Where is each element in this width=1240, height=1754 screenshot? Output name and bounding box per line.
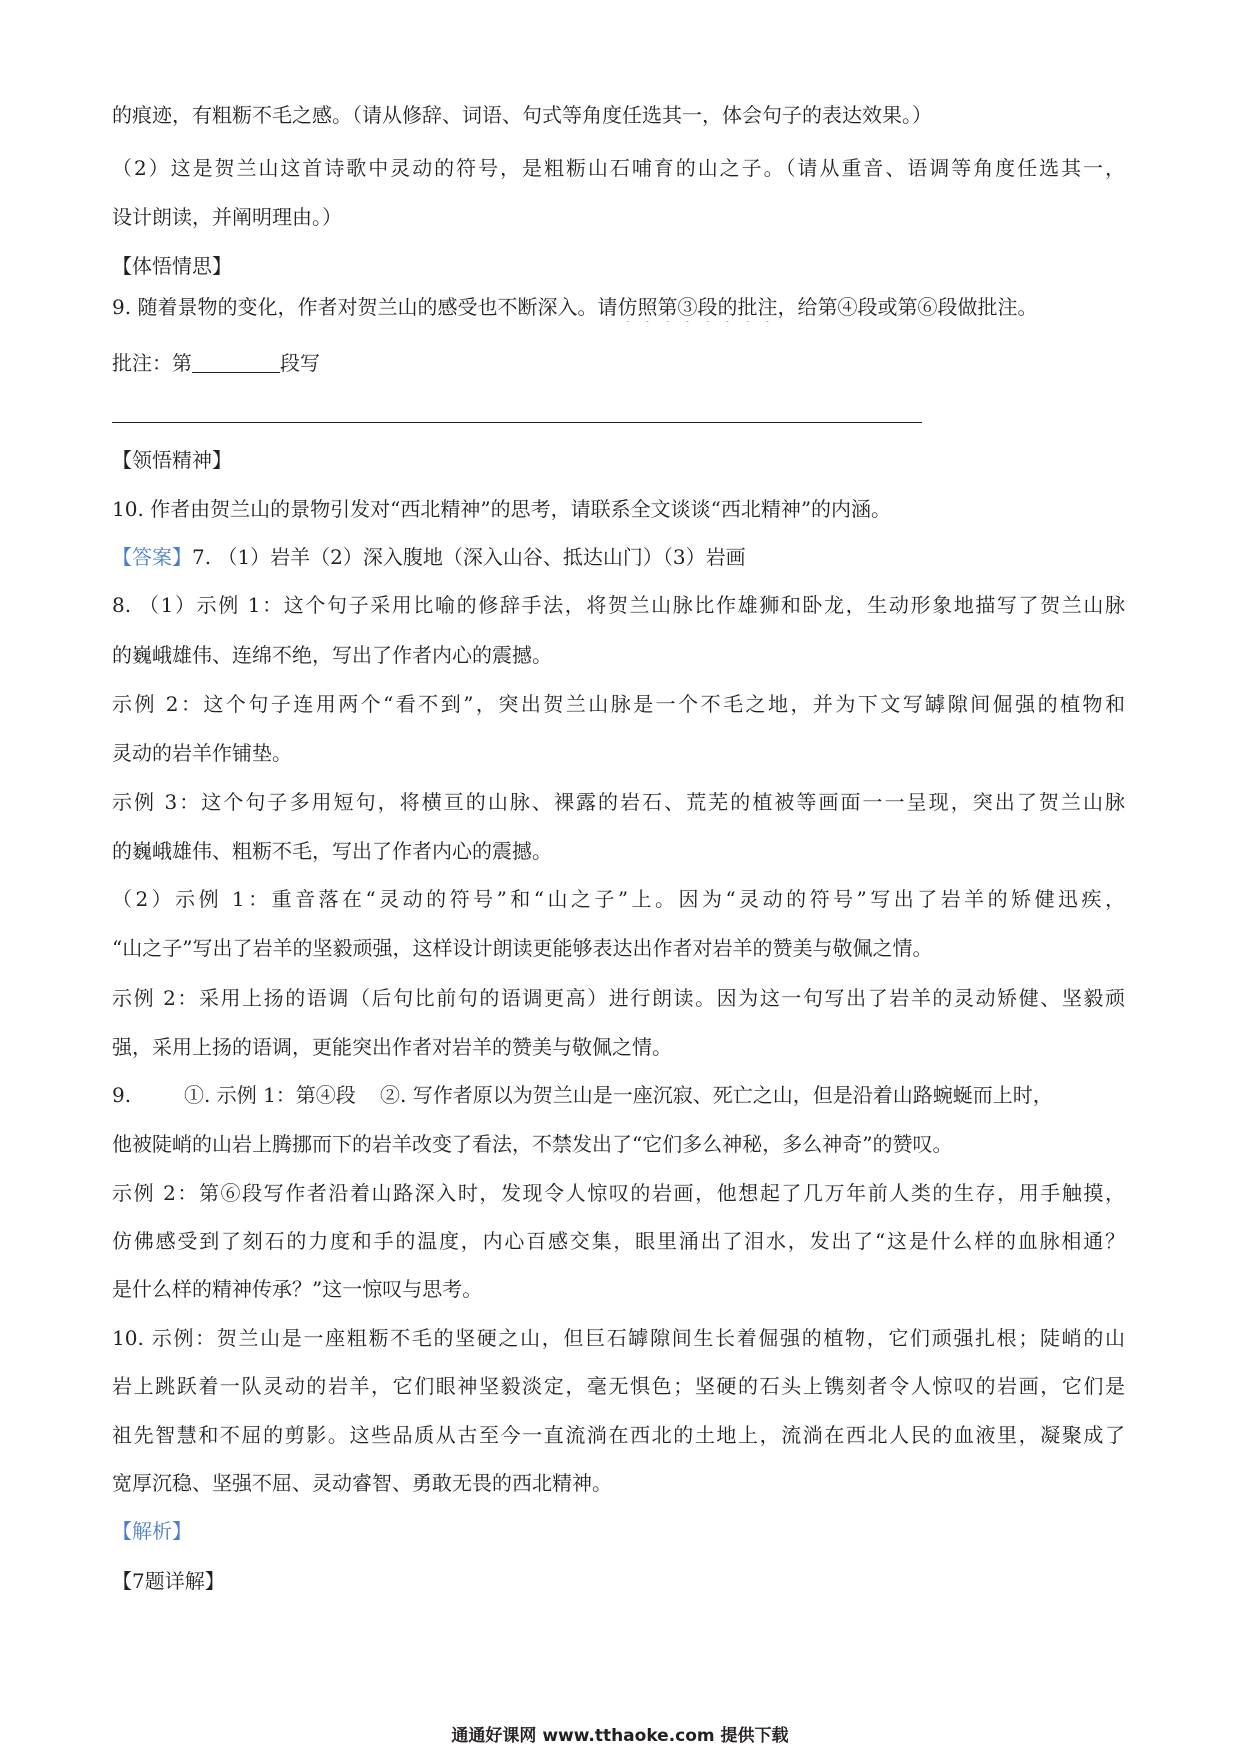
annotation-label: 批注：第	[112, 351, 192, 375]
answer-q9-line: 示例 2：第⑥段写作者沿着山路深入时，发现令人惊叹的岩画，他想起了几万年前人类的生存，用手触摸，	[112, 1181, 1125, 1205]
question-8-2-line: （2）这是贺兰山这首诗歌中灵动的符号，是粗粝山石哺育的山之子。（请从重音、语调等角度任选其一，	[112, 156, 1125, 180]
question-9	[112, 292, 1125, 322]
question-10: 10. 作者由贺兰山的景物引发对“西北精神”的思考，请联系全文谈谈“西北精神”的内涵。	[112, 497, 892, 521]
answer-q8-line: 示例 2：采用上扬的语调（后句比前句的语调更高）进行朗读。因为这一句写出了岩羊的灵动矫健、坚毅顽	[112, 986, 1125, 1010]
answer-q8-line: （2）示例 1：重音落在“灵动的符号”和“山之子”上。因为“灵动的符号”写出了岩羊的矫健迅疾，	[112, 887, 1125, 911]
answer-q7	[112, 542, 1125, 572]
question-8-1-tail: 的痕迹，有粗粝不毛之感。（请从修辞、词语、句式等角度任选其一，体会句子的表达效果。）	[112, 103, 932, 127]
question-9-text: 9. 随着景物的变化，作者对贺兰山的感受也不断深入。请	[112, 295, 618, 319]
annotation-prompt	[112, 348, 1125, 378]
answer-label: 【答案】	[112, 545, 192, 569]
answer-q10-line: 宽厚沉稳、坚强不屈、灵动睿智、勇敢无畏的西北精神。	[112, 1471, 612, 1495]
answer-q9-line: 是什么样的精神传承？”这一惊叹与思考。	[112, 1277, 483, 1301]
question-9-emphasis: 仿照第③段的批注	[617, 295, 778, 319]
answer-q8-line: 的巍峨雄伟、连绵不绝，写出了作者内心的震撼。	[112, 643, 552, 667]
annotation-suffix: 段写	[280, 351, 320, 375]
analysis-label: 【解析】	[112, 1519, 192, 1543]
annotation-blank	[192, 350, 280, 373]
question-8-2-line: 设计朗读，并阐明理由。）	[112, 205, 342, 229]
answer-q9-number: 9.	[112, 1083, 132, 1107]
answer-q8-line: 8. （1）示例 1：这个句子采用比喻的修辞手法，将贺兰山脉比作雄狮和卧龙，生动形象地描写了贺兰山脉	[112, 593, 1125, 617]
answer-q8-line: 灵动的岩羊作铺垫。	[112, 741, 292, 765]
analysis-q7-heading: 【7题详解】	[112, 1569, 225, 1593]
section-heading-lingwu: 【领悟精神】	[112, 448, 232, 472]
answer-q10-line: 10. 示例：贺兰山是一座粗粝不毛的坚硬之山，但巨石罅隙间生长着倔强的植物，它们顽强扎根；陡峭的山	[112, 1326, 1125, 1350]
answer-line	[112, 422, 922, 423]
page-footer: 通通好课网 www.tthaoke.com 提供下载	[451, 1726, 789, 1746]
answer-q8-line: 示例 3：这个句子多用短句，将横亘的山脉、裸露的岩石、荒芜的植被等画面一一呈现，突出了贺兰山脉	[112, 790, 1125, 814]
answer-q10-line: 祖先智慧和不屈的剪影。这些品质从古至今一直流淌在西北的土地上，流淌在西北人民的血液里，凝聚成了	[112, 1423, 1125, 1447]
answer-q8-line: “山之子”写出了岩羊的坚毅顽强，这样设计朗读更能够表达出作者对岩羊的赞美与敬佩之情。	[112, 936, 933, 960]
answer-q8-line: 示例 2：这个句子连用两个“看不到”，突出贺兰山脉是一个不毛之地，并为下文写罅隙间倔强的植物和	[112, 692, 1125, 716]
answer-q9-line: 他被陡峭的山岩上腾挪而下的岩羊改变了看法，不禁发出了“它们多么神秘，多么神奇”的赞叹。	[112, 1132, 953, 1156]
answer-q9-first-line	[112, 1080, 1125, 1110]
answer-q10-line: 岩上跳跃着一队灵动的岩羊，它们眼神坚毅淡定，毫无惧色；坚硬的石头上镌刻者令人惊叹的岩画，它们是	[112, 1374, 1125, 1398]
answer-q7-text: 7. （1）岩羊（2）深入腹地（深入山谷、抵达山门）（3）岩画	[192, 545, 746, 569]
answer-q8-line: 的巍峨雄伟、粗粝不毛，写出了作者内心的震撼。	[112, 839, 552, 863]
answer-q9-line: 仿佛感受到了刻石的力度和手的温度，内心百感交集，眼里涌出了泪水，发出了“这是什么样的血脉相通？	[112, 1229, 1125, 1253]
answer-q9-item-1: ①. 示例 1：第④段	[184, 1083, 356, 1107]
section-heading-tiwu: 【体悟情思】	[112, 254, 232, 278]
question-9-text-end: ，给第④段或第⑥段做批注。	[777, 295, 1038, 319]
answer-q9-item-2: ②. 写作者原以为贺兰山是一座沉寂、死亡之山，但是沿着山路蜿蜒而上时，	[380, 1083, 1053, 1107]
answer-q8-line: 强，采用上扬的语调，更能突出作者对岩羊的赞美与敬佩之情。	[112, 1035, 672, 1059]
